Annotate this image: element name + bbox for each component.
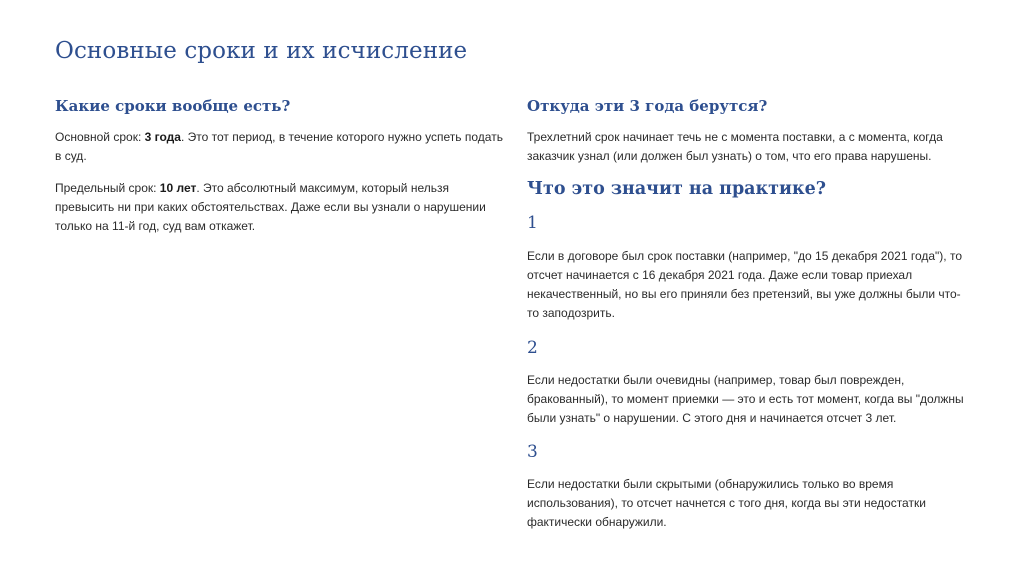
max-term-value: 10 лет <box>159 181 197 195</box>
left-heading: Какие сроки вообще есть? <box>55 97 291 115</box>
case-text-2: Если недостатки были очевидны (например, товар был поврежден, бракованный), то момент приемки — это и есть тот момент, когда вы "должны были узнать" о нарушении. С этого дня и начинается отсчет 3 лет. <box>527 373 964 425</box>
main-term-prefix: Основной срок: <box>55 130 145 144</box>
intro-paragraph: Трехлетний срок начинает течь не с момента поставки, а с момента, когда заказчик узнал (или должен был узнать) о том, что его права нарушены. <box>527 130 943 163</box>
right-column <box>527 96 977 532</box>
case-text-3: Если недостатки были скрытыми (обнаружились только во время использования), то отсчет начнется с того дня, когда вы эти недостатки фактически обнаружили. <box>527 477 926 529</box>
case-number-3: 3 <box>527 442 538 462</box>
right-heading: Откуда эти 3 года берутся? <box>527 97 768 115</box>
left-column <box>55 96 505 236</box>
main-term-paragraph <box>55 128 503 166</box>
case-number-2: 2 <box>527 338 538 358</box>
case-number-1: 1 <box>527 213 538 233</box>
max-term-prefix: Предельный срок: <box>55 181 160 195</box>
page-title: Основные сроки и их исчисление <box>55 38 468 64</box>
max-term-rest: . Это абсолютный максимум, который нельзя превысить ни при каких обстоятельствах. Даже если вы узнали о нарушении только на 11-й год, суд вам откажет. <box>55 181 486 233</box>
max-term-paragraph <box>55 179 495 236</box>
main-term-value: 3 года <box>144 130 181 144</box>
practice-heading: Что это значит на практике? <box>527 179 827 199</box>
main-term-rest: . Это тот период, в течение которого нужно успеть подать в суд. <box>55 130 503 163</box>
case-text-1: Если в договоре был срок поставки (например, "до 15 декабря 2021 года"), то отсчет начинается с 16 декабря 2021 года. Даже если товар приехал некачественный, но вы его приняли без претензий, вы уже должны были что-то заподозрить. <box>527 249 962 320</box>
